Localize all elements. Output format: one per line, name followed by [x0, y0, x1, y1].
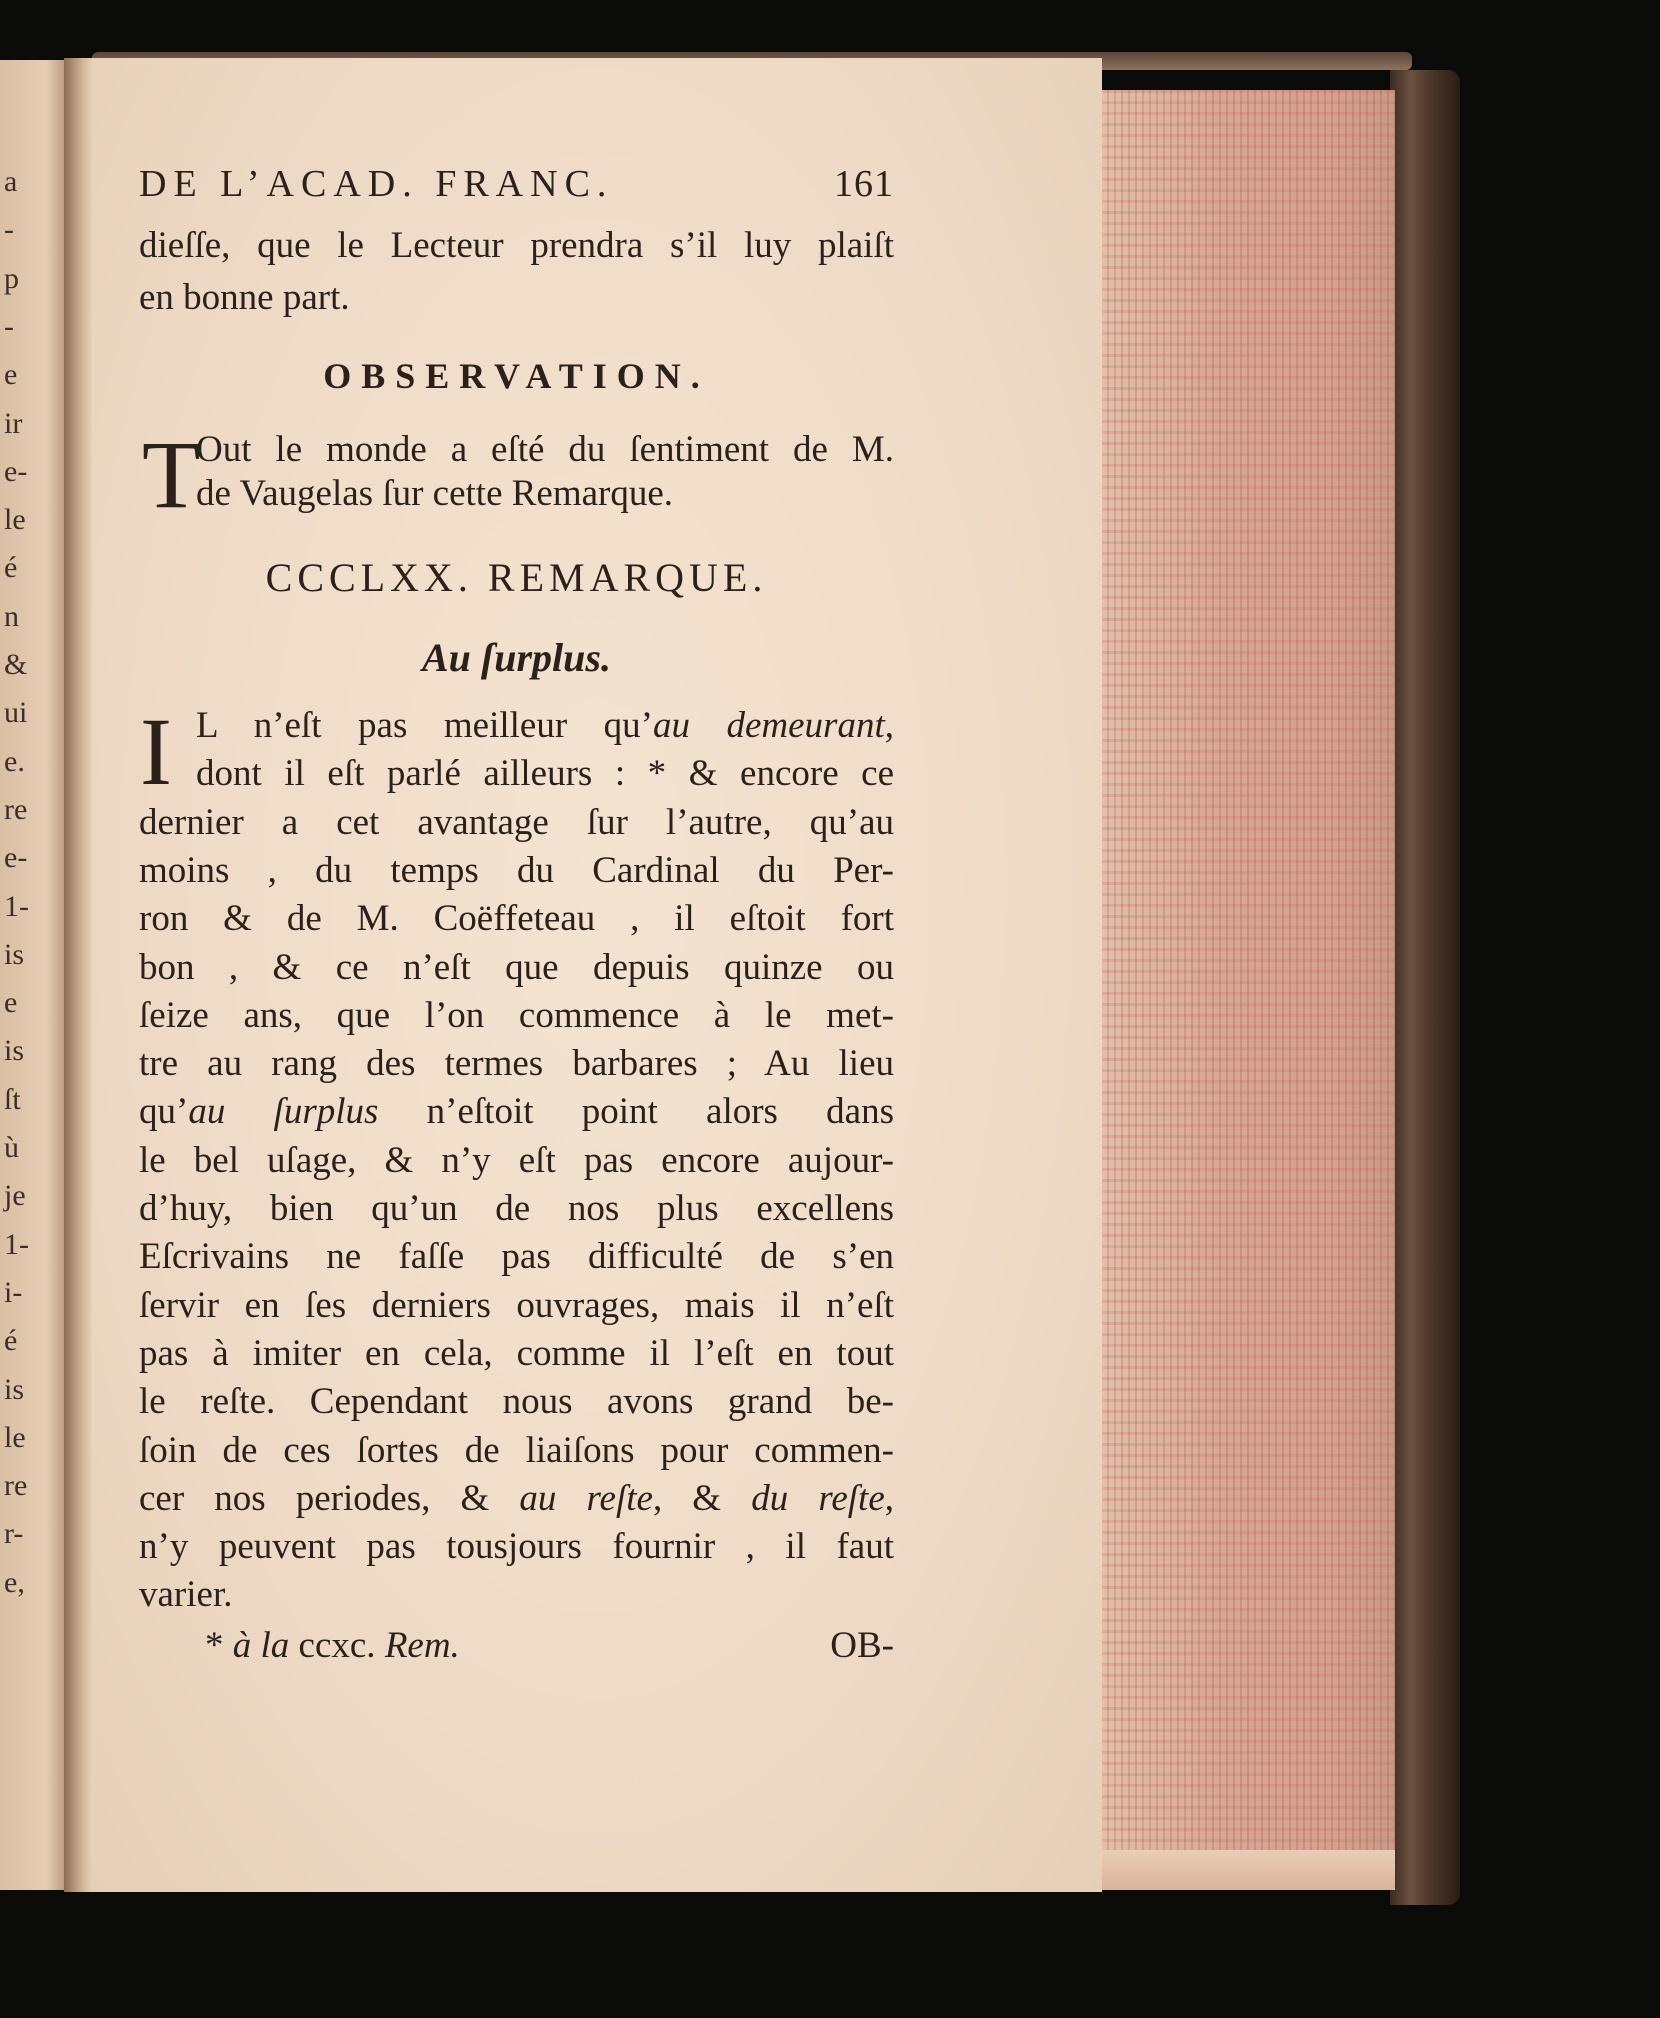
text-line — [139, 847, 894, 895]
footnote-marker: * — [205, 1625, 224, 1666]
text-line: de Vaugelas ſur cette Remarque. — [196, 473, 674, 514]
page-number: 161 — [834, 163, 894, 205]
left-page-fragment: p — [4, 261, 19, 295]
text-line — [139, 1185, 894, 1233]
text-line — [139, 1088, 894, 1136]
left-page-fragment: é — [4, 1324, 18, 1358]
text-line — [196, 702, 894, 750]
text-line — [139, 1475, 894, 1523]
text-segment: pas à imiter en cela, comme il l’eſt en tout — [139, 1332, 894, 1374]
text-line — [139, 1330, 894, 1378]
text-line: en bonne part. — [139, 277, 350, 318]
left-page-fragment: & — [4, 648, 28, 681]
left-page-fragment: e — [4, 358, 18, 392]
left-page-fragment: le — [4, 1420, 26, 1454]
text-segment: , — [884, 705, 894, 746]
text-line — [139, 1040, 894, 1088]
text-segment: Eſcrivains ne faſſe pas difficulté de s’en — [139, 1236, 894, 1278]
text-line: dieſſe, que le Lecteur prendra s’il luy plaiſt — [139, 225, 894, 266]
left-page-fragment: a — [4, 165, 18, 198]
text-line — [139, 1523, 894, 1571]
left-page-fragment: 1- — [4, 889, 29, 923]
gutter-shadow — [64, 58, 94, 1892]
text-segment: dernier a cet avantage ſur l’autre, qu’au — [139, 801, 894, 843]
left-page-fragment: 1- — [4, 1227, 29, 1261]
text-segment: dont il eſt parlé ailleurs : * & encore ce — [196, 753, 894, 795]
left-page-fragment: je — [4, 1179, 26, 1213]
text-segment: n’y peuvent pas tousjours fournir , il faut — [139, 1526, 894, 1568]
text-line — [139, 1137, 894, 1185]
running-title: DE L’ACAD. FRANC. — [139, 163, 614, 205]
text-segment: L n’eſt pas meilleur qu’ — [196, 705, 653, 746]
left-page-fragment: r- — [4, 1517, 24, 1551]
left-page-fragment: ſt — [4, 1082, 21, 1116]
left-page-fragment: - — [4, 309, 14, 343]
drop-cap: T — [142, 421, 201, 528]
left-page-fragment: é — [4, 551, 18, 585]
left-page-fragment: n — [4, 599, 19, 633]
left-page-fragment: is — [4, 1372, 25, 1406]
running-header — [139, 160, 894, 208]
remarque-heading: CCCLXX. REMARQUE. — [265, 555, 768, 600]
text-segment: , & — [652, 1477, 752, 1519]
left-page-fragment: - — [4, 213, 14, 247]
text-segment: ron & de M. Coëffeteau , il eſtoit fort — [139, 898, 894, 940]
left-page-fragment: e, — [4, 1565, 25, 1599]
left-page-fragment: e — [4, 986, 18, 1020]
text-segment: ſoin de ces ſortes de liaiſons pour commen- — [139, 1429, 894, 1471]
left-page-fragment: ir — [4, 406, 23, 440]
left-page-fragment: is — [4, 1034, 25, 1068]
catchword: OB- — [830, 1625, 894, 1666]
left-page-fragment: re — [4, 792, 28, 826]
page-fore-edge — [1100, 90, 1395, 1890]
text-segment: moins , du temps du Cardinal du Per- — [139, 849, 894, 891]
text-line — [139, 895, 894, 943]
drop-cap: I — [140, 698, 172, 805]
text-line — [139, 1233, 894, 1281]
footnote-ref: ccxc. — [298, 1625, 376, 1666]
left-page-fragment: is — [4, 937, 25, 971]
left-page-fragment: e- — [4, 841, 28, 875]
text-segment: le bel uſage, & n’y eſt pas encore aujour- — [139, 1139, 894, 1181]
text-line — [139, 1378, 894, 1426]
left-page-fragment: i- — [4, 1275, 23, 1309]
observation-heading: OBSERVATION. — [323, 356, 710, 396]
italic-phrase: au demeurant — [652, 705, 885, 746]
text-line: Out le monde a eſté du ſentiment de M. — [196, 429, 894, 470]
italic-phrase: au reſte — [519, 1477, 653, 1519]
text-line — [139, 944, 894, 992]
text-line — [196, 750, 894, 798]
italic-phrase: du reſte — [751, 1477, 885, 1519]
left-page-fragment: ui — [4, 696, 28, 730]
text-segment: bon , & ce n’eſt que depuis quinze ou — [139, 946, 894, 988]
left-page-edge — [0, 60, 68, 1890]
text-line — [139, 1427, 894, 1475]
text-line — [139, 1571, 894, 1619]
text-segment: , — [884, 1477, 894, 1519]
text-line — [139, 799, 894, 847]
italic-phrase: au ſurplus — [188, 1091, 379, 1133]
text-line — [139, 992, 894, 1040]
left-page-fragment: e. — [4, 744, 25, 778]
footnote — [205, 1622, 505, 1670]
text-line — [139, 1282, 894, 1330]
left-page-fragment: re — [4, 1469, 28, 1503]
footnote-ref-end: Rem. — [384, 1625, 460, 1666]
text-segment: n’eſtoit point alors dans — [378, 1091, 895, 1133]
text-segment: le reſte. Cependant nous avons grand be- — [139, 1381, 894, 1423]
remarque-subheading: Au ſurplus. — [422, 635, 611, 680]
footnote-ref-italic: à la — [232, 1625, 290, 1666]
text-segment: cer nos periodes, & — [139, 1477, 520, 1519]
text-segment: ſervir en ſes derniers ouvrages, mais il n’eſt — [139, 1284, 894, 1326]
text-segment: d’huy, bien qu’un de nos plus excellens — [139, 1188, 894, 1229]
text-segment: ſeize ans, que l’on commence à le met- — [139, 994, 894, 1036]
book-cover-edge — [1390, 70, 1460, 1905]
left-page-fragment: e- — [4, 454, 28, 488]
left-page-fragment: ù — [4, 1131, 19, 1164]
text-segment: varier. — [139, 1574, 233, 1616]
text-segment: tre au rang des termes barbares ; Au lieu — [139, 1043, 894, 1085]
left-page-fragment: le — [4, 503, 26, 537]
text-segment: qu’ — [139, 1091, 189, 1133]
